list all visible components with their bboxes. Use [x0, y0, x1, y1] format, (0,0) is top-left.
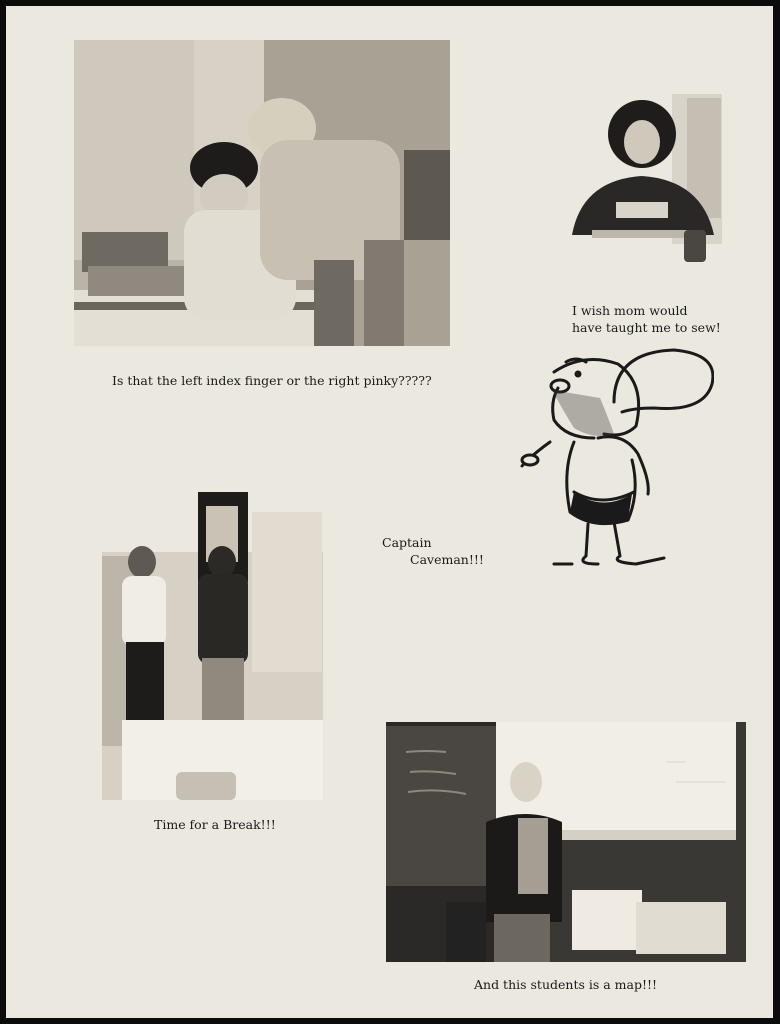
- teacher-at-map-photo: [386, 722, 746, 962]
- typing-caption: Is that the left index finger or the right pinky?????: [112, 373, 432, 388]
- caveman-caption-line-1: Captain: [382, 535, 432, 550]
- yearbook-page: [6, 6, 773, 1018]
- hallway-break-photo: [102, 492, 323, 800]
- sewing-caption: [572, 302, 721, 336]
- sewing-caption-line-1: I wish mom would: [572, 303, 688, 318]
- captain-caveman-drawing: [514, 342, 714, 572]
- caveman-caption-line-2: Caveman!!!: [410, 552, 484, 567]
- break-caption: Time for a Break!!!: [154, 817, 276, 832]
- typing-class-photo: [74, 40, 450, 346]
- sewing-student-photo: [552, 90, 724, 266]
- caveman-caption: [382, 534, 484, 568]
- map-caption: And this students is a map!!!: [474, 977, 658, 992]
- sewing-caption-line-2: have taught me to sew!: [572, 320, 721, 335]
